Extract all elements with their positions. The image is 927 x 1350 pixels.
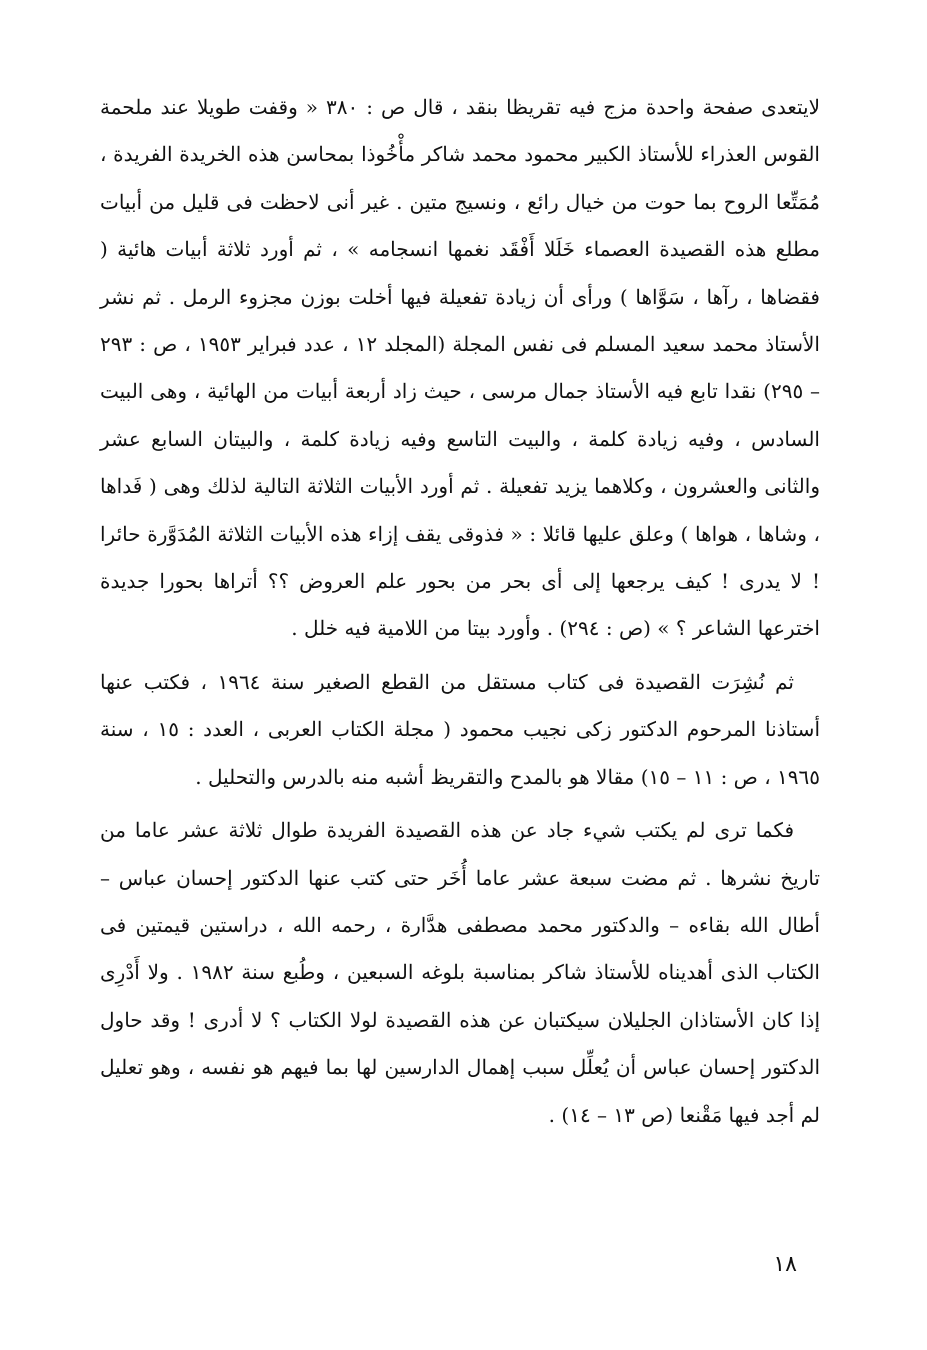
paragraph-2: ثم نُشِرَت القصيدة فى كتاب مستقل من القطع الصغير سنة ١٩٦٤ ، فكتب عنها أستاذنا المرحوم الدكتور زكى نجيب محمود ( مجلة الكتاب العربى ، العدد : ١٥ ، سنة ١٩٦٥ ، ص : ١١ – ١٥) مقالا هو بالمدح والتقريظ أشبه منه بالدرس والتحليل . — [100, 669, 820, 789]
paragraph-1: لايتعدى صفحة واحدة مزج فيه تقريظا بنقد ، قال ص : ٣٨٠ « وقفت طويلا عند ملحمة القوس العذراء للأستاذ الكبير محمود محمد شاكر مأْخُوذا بمحاسن هذه الخريدة الفريدة ، مُمَتِّعا الروح بما حوت من خيال رائع ، ونسيج متين . غير أنى لاحظت فى قليل من أبيات مطلع هذه القصيدة العصماء خَلَلا أَفْقَد نغمها انسجامه » ، ثم أورد ثلاثة أبيات هائية ( فقضاها ، رآها ، سَوَّاها ) ورأى أن زيادة تفعيلة فيها أخلت بوزن مجزوء الرمل . ثم نشر الأستاذ محمد سعيد المسلم فى نفس المجلة (المجلد ١٢ ، عدد فبراير ١٩٥٣ ، ص : ٢٩٣ – ٢٩٥) نقدا تابع فيه الأستاذ جمال مرسى ، حيث زاد أربعة أبيات من الهائية ، وهى البيت السادس ، وفيه زيادة كلمة ، والبيت التاسع وفيه زيادة كلمة ، والبيتان السابع عشر والثانى والعشرون ، وكلاهما يزيد تفعيلة . ثم أورد الأبيات الثلاثة التالية لذلك وهى ( فَداها ، وشاها ، هواها ) وعلق عليها قائلا : « فذوقى يقف إزاء هذه الأبيات الثلاثة المُدَوَّرة حائرا ! لا يدرى ! كيف يرجعها إلى أى بحر من بحور علم العروض ؟؟ أتراها بحورا جديدة اخترعها الشاعر ؟ » (ص : ٢٩٤) . وأورد بيتا من اللامية فيه خلل . — [100, 95, 820, 641]
page-number: ١٨ — [773, 1252, 797, 1277]
paragraph-3: فكما ترى لم يكتب شيء جاد عن هذه القصيدة الفريدة طوال ثلاثة عشر عاما من تاريخ نشرها . ثم مضت سبعة عشر عاما أُخَر حتى كتب عنها الدكتور إحسان عباس – أطال الله بقاءه – والدكتور محمد مصطفى هدَّارة ، رحمه الله ، دراستين قيمتين فى الكتاب الذى أهديناه للأستاذ شاكر بمناسبة بلوغه السبعين ، وطُبع سنة ١٩٨٢ . ولا أَدْرِى إذا كان الأستاذان الجليلان سيكتبان عن هذه القصيدة لولا الكتاب ؟ لا أدرى ! وقد حاول الدكتور إحسان عباس أن يُعلِّل سبب إهمال الدارسين لها بما فيهم هو نفسه ، وهو تعليل لم أجد فيها مَقْنعا (ص ١٣ – ١٤) . — [100, 818, 820, 1127]
body-text — [100, 84, 820, 1139]
